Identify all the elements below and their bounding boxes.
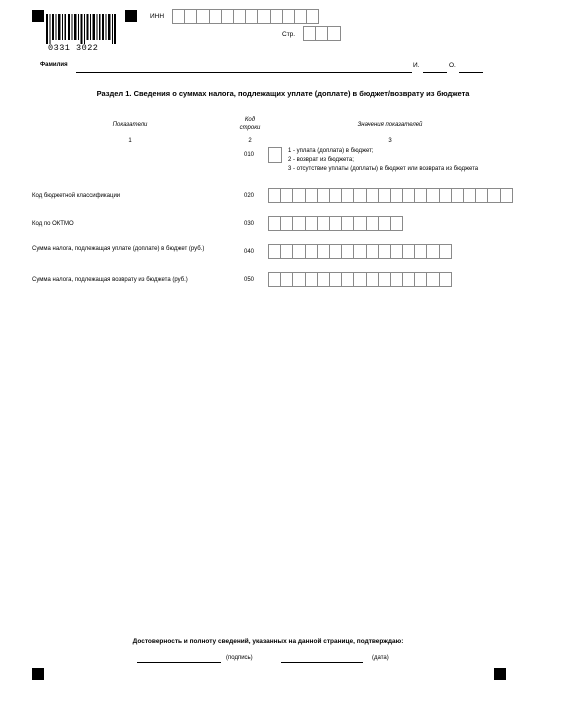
input-cell[interactable] [293,188,305,203]
input-cell[interactable] [293,272,305,287]
tax-refund-field[interactable] [268,272,452,287]
row-010-option-3: 3 - отсутствие уплаты (доплаты) в бюджет или возврата из бюджета [288,166,479,172]
input-cell[interactable] [391,188,403,203]
input-cell[interactable] [173,9,185,24]
initial-i-label: И. [413,62,420,69]
input-cell[interactable] [234,9,246,24]
date-field[interactable] [281,654,363,663]
input-cell[interactable] [306,244,318,259]
input-cell[interactable] [342,188,354,203]
input-cell[interactable] [316,26,328,41]
corner-marker-bottom-right [494,668,506,680]
input-cell[interactable] [415,272,427,287]
input-cell[interactable] [269,244,281,259]
input-cell[interactable] [304,26,316,41]
row-010-code: 010 [244,152,255,158]
input-cell[interactable] [330,216,342,231]
input-cell[interactable] [281,272,293,287]
input-cell[interactable] [185,9,197,24]
input-cell[interactable] [271,9,283,24]
input-cell[interactable] [354,188,366,203]
col2-header-line2: строки [239,125,261,131]
input-cell[interactable] [258,9,270,24]
surname-label: Фамилия [40,62,68,68]
inn-label: ИНН [150,13,165,20]
input-cell[interactable] [379,188,391,203]
input-cell[interactable] [281,244,293,259]
input-cell[interactable] [342,244,354,259]
col3-number: 3 [388,138,392,144]
input-cell[interactable] [488,188,500,203]
input-cell[interactable] [354,244,366,259]
input-cell[interactable] [330,188,342,203]
row-030-label: Код по ОКТМО [32,221,74,227]
input-cell[interactable] [391,216,403,231]
input-cell[interactable] [318,272,330,287]
input-cell[interactable] [354,216,366,231]
input-cell[interactable] [281,216,293,231]
signature-label: (подпись) [226,655,253,661]
tax-payable-field[interactable] [268,244,452,259]
input-cell[interactable] [379,272,391,287]
input-cell[interactable] [415,244,427,259]
input-cell[interactable] [330,244,342,259]
input-cell[interactable] [295,9,307,24]
input-cell[interactable] [210,9,222,24]
row-020-label: Код бюджетной классификации [32,193,121,199]
input-cell[interactable] [328,26,340,41]
row-010-option-1: 1 - уплата (доплата) в бюджет; [288,148,374,154]
row-030-code: 030 [244,221,255,227]
input-cell[interactable] [427,188,439,203]
input-cell[interactable] [306,188,318,203]
row-040-code: 040 [244,249,255,255]
input-cell[interactable] [403,272,415,287]
input-cell[interactable] [367,244,379,259]
input-cell[interactable] [318,216,330,231]
row-050-label: Сумма налога, подлежащая возврату из бюджета (руб.) [32,277,188,283]
corner-marker-top-left [32,10,44,22]
input-cell[interactable] [403,188,415,203]
col3-header: Значения показателей [357,122,423,128]
input-cell[interactable] [464,188,476,203]
input-cell[interactable] [197,9,209,24]
input-cell[interactable] [318,188,330,203]
input-cell[interactable] [269,216,281,231]
initial-i-field[interactable] [423,64,447,73]
signature-field[interactable] [137,654,221,663]
row-050-code: 050 [244,277,255,283]
input-cell[interactable] [283,9,295,24]
surname-field[interactable] [76,64,412,73]
section-title: Раздел 1. Сведения о суммах налога, подлежащих уплате (доплате) в бюджет/возврату из бюджета [96,89,470,98]
initial-o-field[interactable] [459,64,483,73]
input-cell[interactable] [476,188,488,203]
col1-header: Показатели [112,122,148,128]
input-cell[interactable] [452,188,464,203]
input-cell[interactable] [354,272,366,287]
input-cell[interactable] [367,188,379,203]
input-cell[interactable] [403,244,415,259]
input-cell[interactable] [330,272,342,287]
input-cell[interactable] [367,216,379,231]
input-cell[interactable] [269,188,281,203]
corner-marker-top-right [125,10,137,22]
inn-field[interactable] [172,9,319,24]
date-label: (дата) [372,655,389,661]
col2-header-line1: Код [244,117,256,123]
input-cell[interactable] [293,244,305,259]
input-cell[interactable] [293,216,305,231]
kbk-field[interactable] [268,188,513,203]
input-cell[interactable] [391,272,403,287]
oktmo-field[interactable] [268,216,403,231]
row-040-label: Сумма налога, подлежащая уплате (доплате) в бюджет (руб.) [32,246,205,252]
input-cell[interactable] [318,244,330,259]
input-cell[interactable] [342,272,354,287]
corner-marker-bottom-left [32,668,44,680]
input-cell[interactable] [440,272,452,287]
barcode-icon [46,14,116,44]
row-010-option-2: 2 - возврат из бюджета; [288,157,354,163]
input-cell[interactable] [379,216,391,231]
input-cell[interactable] [427,244,439,259]
input-cell[interactable] [391,244,403,259]
page-label: Стр. [282,31,296,38]
input-cell[interactable] [222,9,234,24]
input-cell[interactable] [281,188,293,203]
col1-number: 1 [128,138,132,144]
barcode-number: 0331 3022 [48,43,99,53]
input-cell[interactable] [415,188,427,203]
input-cell[interactable] [306,272,318,287]
input-cell[interactable] [306,216,318,231]
col2-number: 2 [248,138,252,144]
input-cell[interactable] [427,272,439,287]
page-number-field[interactable] [303,26,341,41]
input-cell[interactable] [307,9,319,24]
initial-o-label: О. [449,62,456,69]
input-cell[interactable] [379,244,391,259]
input-cell[interactable] [501,188,513,203]
row-010-field[interactable] [268,147,282,163]
input-cell[interactable] [440,188,452,203]
input-cell[interactable] [440,244,452,259]
input-cell[interactable] [367,272,379,287]
confirmation-text: Достоверность и полноту сведений, указанных на данной странице, подтверждаю: [132,638,404,645]
row-020-code: 020 [244,193,255,199]
input-cell[interactable] [342,216,354,231]
input-cell[interactable] [246,9,258,24]
input-cell[interactable] [269,272,281,287]
